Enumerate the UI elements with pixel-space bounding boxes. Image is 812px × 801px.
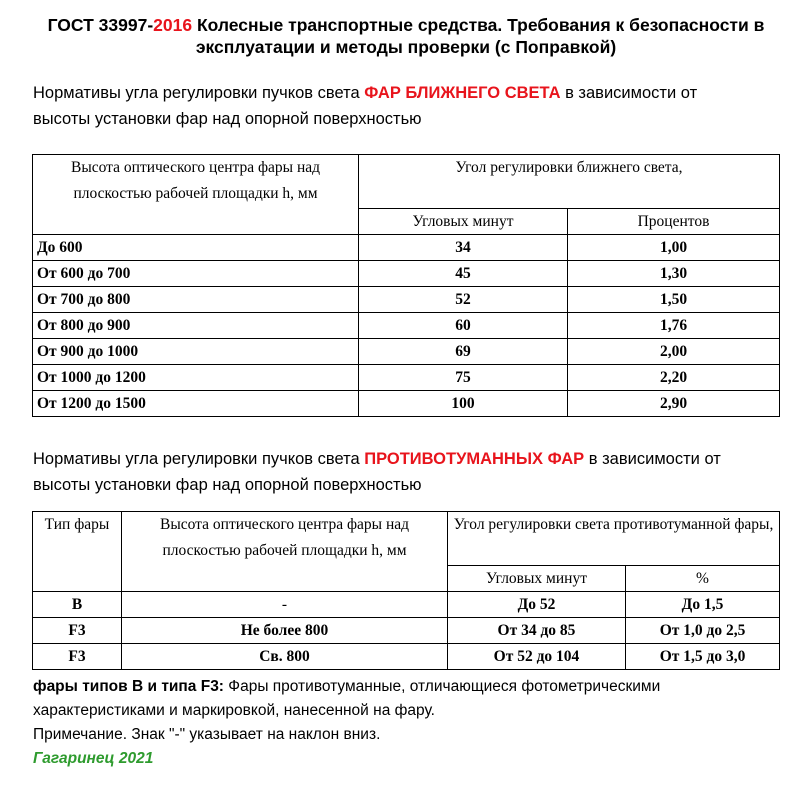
table-row — [33, 313, 780, 339]
height-cell: От 800 до 900 — [33, 313, 359, 339]
percent-cell: 2,90 — [568, 391, 780, 417]
table-row — [33, 365, 780, 391]
table2-percent-header: % — [626, 566, 780, 592]
percent-cell: 1,30 — [568, 261, 780, 287]
height-cell: До 600 — [33, 235, 359, 261]
minutes-cell: 69 — [359, 339, 568, 365]
minutes-cell: 45 — [359, 261, 568, 287]
section2-intro-after: в зависимости от — [584, 450, 721, 468]
table2-minutes-header: Угловых минут — [448, 566, 626, 592]
percent-cell: 1,76 — [568, 313, 780, 339]
table-row — [33, 235, 780, 261]
fog-lamp-table — [32, 511, 780, 670]
minutes-cell: От 34 до 85 — [448, 618, 626, 644]
type-cell: F3 — [33, 644, 122, 670]
section1-intro-after: в зависимости от — [560, 84, 698, 102]
table-row — [33, 592, 780, 618]
table-row — [33, 287, 780, 313]
table1-angle-group-header: Угол регулировки ближнего света, — [359, 155, 780, 209]
title-line2: эксплуатации и методы проверки (с Поправкой) — [195, 37, 617, 57]
height-cell: От 1200 до 1500 — [33, 391, 359, 417]
height-cell: Не более 800 — [122, 618, 448, 644]
title-year: 2016 — [153, 15, 193, 35]
height-cell: От 600 до 700 — [33, 261, 359, 287]
fog-types-note — [33, 675, 793, 723]
percent-cell: От 1,0 до 2,5 — [626, 618, 780, 644]
minutes-cell: 60 — [359, 313, 568, 339]
table-row — [33, 391, 780, 417]
table1-percent-header: Процентов — [568, 209, 780, 235]
section2-intro — [33, 446, 793, 498]
section1-intro-highlight: ФАР БЛИЖНЕГО СВЕТА — [364, 84, 561, 102]
percent-cell: От 1,5 до 3,0 — [626, 644, 780, 670]
percent-cell: До 1,5 — [626, 592, 780, 618]
type-cell: B — [33, 592, 122, 618]
table-row — [33, 261, 780, 287]
table-row — [33, 644, 780, 670]
title-prefix: ГОСТ 33997- — [47, 15, 154, 35]
author-signature: Гагаринец 2021 — [33, 750, 154, 767]
section2-intro-line2: высоты установки фар над опорной поверхностью — [33, 476, 422, 494]
table2-height-header: Высота оптического центра фары над плоскостью рабочей площадки h, мм — [122, 512, 448, 592]
table-row — [33, 339, 780, 365]
percent-cell: 2,00 — [568, 339, 780, 365]
section2-intro-highlight: ПРОТИВОТУМАННЫХ ФАР — [364, 450, 585, 468]
percent-cell: 1,00 — [568, 235, 780, 261]
height-cell: - — [122, 592, 448, 618]
percent-cell: 1,50 — [568, 287, 780, 313]
minutes-cell: От 52 до 104 — [448, 644, 626, 670]
fog-types-note-bold: фары типов B и типа F3: — [33, 678, 224, 695]
remark-note: Примечание. Знак "-" указывает на наклон вниз. — [33, 726, 381, 743]
height-cell: От 700 до 800 — [33, 287, 359, 313]
height-cell: Св. 800 — [122, 644, 448, 670]
table2-angle-group-header: Угол регулировки света противотуманной фары, — [448, 512, 780, 566]
fog-types-note-text: Фары противотуманные, отличающиеся фотометрическими характеристиками и маркировкой, нанесенной на фару. — [33, 678, 661, 719]
section1-intro-before: Нормативы угла регулировки пучков света — [33, 84, 365, 102]
section2-intro-before: Нормативы угла регулировки пучков света — [33, 450, 365, 468]
section1-intro — [33, 80, 793, 132]
type-cell: F3 — [33, 618, 122, 644]
percent-cell: 2,20 — [568, 365, 780, 391]
minutes-cell: До 52 — [448, 592, 626, 618]
table1-col-height-header: Высота оптического центра фары над плоскостью рабочей площадки h, мм — [33, 155, 359, 235]
minutes-cell: 100 — [359, 391, 568, 417]
title-line1-rest: Колесные транспортные средства. Требования к безопасности в — [192, 15, 765, 35]
height-cell: От 1000 до 1200 — [33, 365, 359, 391]
table-row — [33, 618, 780, 644]
minutes-cell: 34 — [359, 235, 568, 261]
minutes-cell: 52 — [359, 287, 568, 313]
section1-intro-line2: высоты установки фар над опорной поверхностью — [33, 110, 422, 128]
table2-type-header: Тип фары — [33, 512, 122, 592]
document-title — [0, 14, 812, 58]
minutes-cell: 75 — [359, 365, 568, 391]
height-cell: От 900 до 1000 — [33, 339, 359, 365]
low-beam-table — [32, 154, 780, 417]
table1-minutes-header: Угловых минут — [359, 209, 568, 235]
